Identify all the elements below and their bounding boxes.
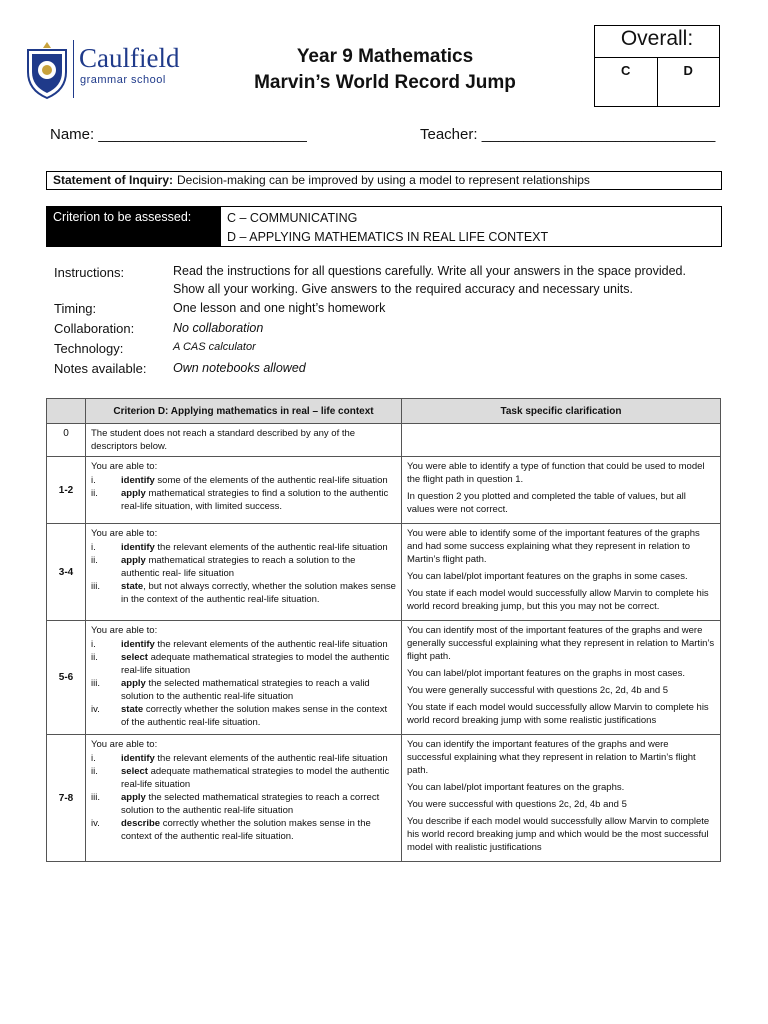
inquiry-label: Statement of Inquiry:: [53, 173, 174, 187]
clarification-text: You can label/plot important features on the graphs in some cases.: [407, 571, 688, 582]
instructions-label: Instructions:: [54, 265, 125, 280]
item-text: the relevant elements of the authentic real-life situation: [154, 639, 388, 650]
item-text: mathematical strategies to reach a solution to the authentic real- life situation: [121, 555, 356, 579]
descriptor-item: [91, 817, 396, 843]
descriptor-item: [91, 487, 396, 513]
descriptor-cell: [86, 424, 402, 457]
item-numeral: i.: [91, 475, 96, 486]
item-numeral: ii.: [91, 488, 98, 499]
item-verb: state: [121, 704, 144, 715]
clarification-text: You state if each model would successfully allow Marvin to complete his world record breaking jump with some realistic justifications: [407, 702, 709, 726]
technology-value: A CAS calculator: [173, 341, 256, 353]
level-header: [47, 399, 86, 424]
table-row: [47, 621, 721, 735]
descriptor-intro: You are able to:: [91, 461, 158, 472]
item-numeral: iii.: [91, 792, 100, 803]
clarification-cell: [402, 524, 721, 621]
name-field[interactable]: Name: _________________________: [50, 126, 307, 143]
item-verb: apply: [121, 555, 146, 566]
school-logo: [22, 34, 212, 104]
item-numeral: i.: [91, 753, 96, 764]
statement-of-inquiry: [46, 171, 722, 190]
rubric-body: [47, 424, 721, 862]
overall-d-cell[interactable]: D: [683, 63, 693, 78]
table-row: [47, 424, 721, 457]
level-cell: 1-2: [47, 457, 86, 524]
level-cell: 3-4: [47, 524, 86, 621]
descriptor-text: The student does not reach a standard described by any of the descriptors below.: [91, 428, 356, 452]
item-numeral: ii.: [91, 766, 98, 777]
item-text: the selected mathematical strategies to reach a correct solution to the authentic real-life situation: [121, 792, 380, 816]
timing-value: One lesson and one night’s homework: [173, 301, 386, 315]
inquiry-text: Decision-making can be improved by using a model to represent relationships: [177, 173, 590, 187]
item-verb: identify: [121, 639, 155, 650]
descriptor-item: [91, 638, 396, 651]
school-subtitle: grammar school: [80, 74, 166, 86]
item-verb: select: [121, 766, 148, 777]
descriptor-item: [91, 677, 396, 703]
item-numeral: iii.: [91, 581, 100, 592]
item-verb: apply: [121, 678, 146, 689]
criterion-label: Criterion to be assessed:: [47, 207, 221, 246]
item-numeral: i.: [91, 542, 96, 553]
descriptor-item: [91, 752, 396, 765]
descriptor-cell: [86, 621, 402, 735]
descriptor-item: [91, 791, 396, 817]
criterion-d: D – APPLYING MATHEMATICS IN REAL LIFE CONTEXT: [227, 230, 549, 244]
item-verb: select: [121, 652, 148, 663]
school-name: Caulfield: [79, 43, 180, 73]
descriptor-cell: [86, 457, 402, 524]
descriptor-intro: You are able to:: [91, 739, 158, 750]
descriptor-item: [91, 580, 396, 606]
item-numeral: i.: [91, 639, 96, 650]
clarification-text: You can identify the important features of the graphs and were successful explaining what they represent in relation to Martin’s flight path.: [407, 739, 696, 776]
descriptor-item: [91, 703, 396, 729]
criterion-c: C – COMMUNICATING: [227, 211, 358, 225]
item-text: , but not always correctly, whether the solution makes sense in the context of the authentic real-life situation.: [121, 581, 396, 605]
item-numeral: ii.: [91, 652, 98, 663]
crest-icon: [22, 36, 72, 100]
item-verb: identify: [121, 542, 155, 553]
collaboration-label: Collaboration:: [54, 321, 135, 336]
descriptor-cell: [86, 735, 402, 862]
criterion-header: Criterion D: Applying mathematics in real – life context: [86, 399, 402, 424]
overall-c-cell[interactable]: C: [595, 58, 658, 106]
item-text: the relevant elements of the authentic real-life situation: [154, 753, 388, 764]
title-line-2: Marvin’s World Record Jump: [254, 72, 516, 93]
teacher-field[interactable]: Teacher: ____________________________: [420, 126, 716, 143]
item-numeral: iv.: [91, 704, 100, 715]
timing-label: Timing:: [54, 301, 97, 316]
item-numeral: ii.: [91, 555, 98, 566]
item-text: the relevant elements of the authentic real-life situation: [154, 542, 388, 553]
instructions-line-2: Show all your working. Give answers to the required accuracy and necessary units.: [173, 282, 633, 296]
item-text: adequate mathematical strategies to model the authentic real-life situation: [121, 766, 390, 790]
clarification-cell: [402, 457, 721, 524]
item-verb: identify: [121, 753, 155, 764]
descriptor-intro: You are able to:: [91, 625, 158, 636]
table-row: [47, 524, 721, 621]
clarification-text: You can identify most of the important features of the graphs and were generally successful explaining what they represent in relation to Martin’s flight path.: [407, 625, 715, 662]
clarification-text: You were successful with questions 2c, 2d, 4b and 5: [407, 799, 627, 810]
item-text: the selected mathematical strategies to reach a valid solution to the authentic real-life situation: [121, 678, 370, 702]
rubric-table: [46, 398, 721, 862]
page-title: [230, 44, 540, 96]
descriptor-item: [91, 541, 396, 554]
clarification-text: You can label/plot important features on the graphs.: [407, 782, 625, 793]
notes-value: Own notebooks allowed: [173, 361, 306, 375]
item-verb: describe: [121, 818, 161, 829]
descriptor-item: [91, 651, 396, 677]
descriptor-intro: You are able to:: [91, 528, 158, 539]
item-text: adequate mathematical strategies to model the authentic real-life situation: [121, 652, 390, 676]
notes-label: Notes available:: [54, 361, 147, 376]
table-row: [47, 735, 721, 862]
item-verb: apply: [121, 488, 146, 499]
clarification-cell: [402, 735, 721, 862]
technology-label: Technology:: [54, 341, 124, 356]
title-line-1: Year 9 Mathematics: [296, 46, 474, 67]
item-text: correctly whether the solution makes sense in the context of the authentic real-life situation.: [121, 818, 371, 842]
item-numeral: iii.: [91, 678, 100, 689]
clarification-text: You were generally successful with questions 2c, 2d, 4b and 5: [407, 685, 669, 696]
level-cell: 5-6: [47, 621, 86, 735]
descriptor-item: [91, 474, 396, 487]
item-text: correctly whether the solution makes sense in the context of the authentic real-life situation.: [121, 704, 388, 728]
clarification-cell: [402, 424, 721, 457]
item-text: mathematical strategies to find a solution to the authentic real-life situation, with limited success.: [121, 488, 389, 512]
item-verb: state: [121, 581, 144, 592]
descriptor-cell: [86, 524, 402, 621]
collaboration-value: No collaboration: [173, 321, 264, 335]
clarification-text: In question 2 you plotted and completed the table of values, but all values were not correct.: [407, 491, 686, 515]
level-cell: 0: [47, 424, 86, 457]
overall-score-box: [594, 25, 720, 107]
clarification-text: You can label/plot important features on the graphs in most cases.: [407, 668, 685, 679]
clarification-text: You describe if each model would successfully allow Marvin to complete his world record breaking jump and which would be the most successful model with realistic justifications: [407, 816, 710, 853]
descriptor-item: [91, 554, 396, 580]
item-text: some of the elements of the authentic real-life situation: [154, 475, 388, 486]
clarification-text: You were able to identify a type of function that could be used to model the flight path in question 1.: [407, 461, 705, 485]
logo-divider: [73, 40, 74, 98]
clarification-cell: [402, 621, 721, 735]
clarification-text: You were able to identify some of the important features of the graphs and had some success explaining what they represent in relation to Martin’s flight path.: [407, 528, 700, 565]
rubric-header-row: [47, 399, 721, 424]
criterion-box: [46, 206, 722, 247]
item-verb: apply: [121, 792, 146, 803]
item-numeral: iv.: [91, 818, 100, 829]
descriptor-item: [91, 765, 396, 791]
overall-label: Overall:: [620, 27, 694, 50]
instructions-line-1: Read the instructions for all questions carefully. Write all your answers in the space provided.: [173, 264, 686, 278]
item-verb: identify: [121, 475, 155, 486]
table-row: [47, 457, 721, 524]
clarification-header: Task specific clarification: [402, 399, 721, 424]
level-cell: 7-8: [47, 735, 86, 862]
clarification-text: You state if each model would successfully allow Marvin to complete his world record breaking jump, but this you may not be correct.: [407, 588, 709, 612]
